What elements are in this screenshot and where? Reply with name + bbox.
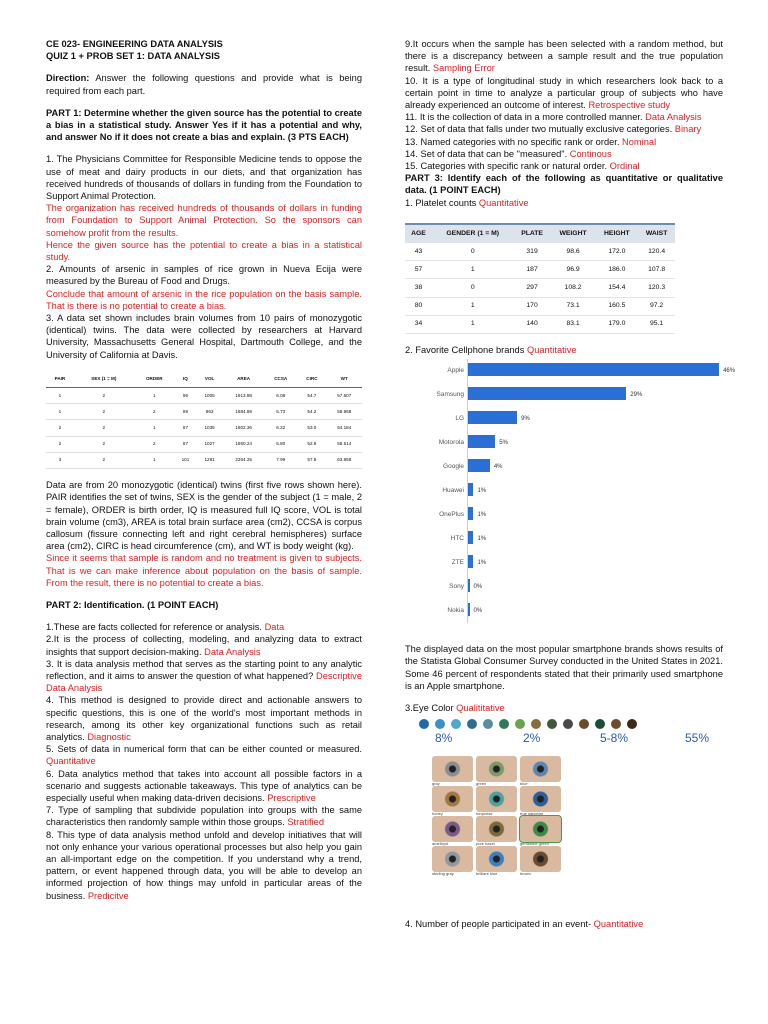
table-cell: 1005 <box>196 388 223 404</box>
part3-item3-answer: Qualititative <box>456 703 505 714</box>
part2-answer: Data Analysis <box>645 112 702 123</box>
part2-answer: Data <box>264 622 285 633</box>
eye-percent: 55% <box>685 731 710 746</box>
direction-text: Answer the following questions and provide what is being required from each part. <box>46 73 362 96</box>
table-row <box>405 243 675 261</box>
table-cell: 1 <box>46 404 74 420</box>
table-cell: 58.514 <box>327 436 363 452</box>
table-cell: 34 <box>405 315 432 333</box>
table-cell: 5.73 <box>264 404 297 420</box>
bar-row <box>438 435 758 448</box>
table-row <box>405 279 675 297</box>
eye-photo <box>520 816 561 847</box>
eye-photo-label: sterling gray <box>432 871 454 877</box>
table-cell: 154.4 <box>596 279 639 297</box>
bar-value-label: 0% <box>473 608 483 615</box>
table-cell: 1027 <box>196 436 223 452</box>
table-row <box>405 297 675 315</box>
bar-category-label: OnePlus <box>439 511 464 519</box>
part2-answer: Sampling Error <box>432 63 495 74</box>
bar-value-label: 1% <box>477 512 487 519</box>
table-cell: 96.9 <box>551 261 596 279</box>
table-row <box>46 436 362 452</box>
table-cell: 2 <box>74 404 134 420</box>
part2-item <box>46 658 362 695</box>
part3-item3 <box>405 702 723 714</box>
bar-value-label: 1% <box>477 560 487 567</box>
table-cell: 1902.36 <box>223 420 264 436</box>
table-cell: 58.968 <box>327 404 363 420</box>
table-header: VOL <box>196 371 223 388</box>
bar-category-label: HTC <box>450 535 464 543</box>
bar <box>468 483 473 496</box>
eye-photo-label: brilliant blue <box>476 871 498 877</box>
bar-row <box>449 579 758 592</box>
eye-color-dot <box>563 719 573 729</box>
part2-question: 11. It is the collection of data in a more controlled manner. <box>405 112 646 123</box>
table-cell: 1 <box>46 388 74 404</box>
table-cell: 57.8 <box>297 452 326 468</box>
eye-photo-label: true sapphire <box>520 811 544 817</box>
bar <box>468 531 473 544</box>
table-cell: 0 <box>432 279 514 297</box>
eye-photo-label: gemstone green <box>520 841 549 847</box>
left-column <box>46 38 362 902</box>
bar-row <box>455 411 758 424</box>
direction <box>46 72 362 96</box>
eye-color-swatches <box>405 718 737 730</box>
eye-percent: 5-8% <box>600 731 629 746</box>
part3-item1-answer: Quantitative <box>478 197 529 208</box>
eye-color-dot <box>515 719 525 729</box>
part2-question: 8. This type of data analysis method unfold and develop initiatives that will not only enhance your various operational processes but also help you gain an all-important edge on the competition. If you understand why a trend, pattern, or event happened through data, you will be able to develop an informed projection of how things may unfold in particular areas of the business. <box>46 829 362 901</box>
part2-item <box>405 136 723 148</box>
table-cell: 1 <box>432 261 514 279</box>
table-cell: 140 <box>514 315 551 333</box>
bar-category-label: Samsung <box>436 391 464 399</box>
part2-question: 3. It is data analysis method that serves as the starting point to any analytic reflection, and it aims to answer the question of what happened? <box>46 658 362 681</box>
part2-answer: Ordinal <box>609 161 640 172</box>
table-cell: 73.1 <box>551 297 596 315</box>
eye-photo-label: brown <box>520 871 531 877</box>
bar-value-label: 1% <box>477 488 487 495</box>
eye-photo <box>476 816 517 847</box>
table-cell: 2 <box>74 452 134 468</box>
eye-color-dot <box>499 719 509 729</box>
bar-category-label: LG <box>455 415 464 423</box>
eye-color-dot <box>419 719 429 729</box>
part1-q2: 2. Amounts of arsenic in samples of rice grown in Nueva Ecija were measured by the Bureau of Food and Drugs. <box>46 264 362 287</box>
part2-item <box>46 768 362 805</box>
eye-color-dot <box>611 719 621 729</box>
table-cell: 1281 <box>196 452 223 468</box>
table-cell: 1 <box>134 452 175 468</box>
part2-answer: Continous <box>569 148 612 159</box>
table-cell: 1 <box>134 420 175 436</box>
table-cell: 963 <box>196 404 223 420</box>
table-row <box>46 452 362 468</box>
bar-row <box>439 507 758 520</box>
eye-color-dot <box>547 719 557 729</box>
bar-value-label: 0% <box>473 584 483 591</box>
table-cell: 57.607 <box>327 388 363 404</box>
table-header: AGE <box>405 224 432 243</box>
eye-photo <box>520 786 561 817</box>
eye-photo <box>476 786 517 817</box>
table-header: CCSA <box>264 371 297 388</box>
part2-question: 4. This method is designed to provide direct and actionable answers to specific questions, this is one of the world's most important methods in research, among its other key organizational functions such as retail analytics. <box>46 695 362 742</box>
bar-row <box>450 531 758 544</box>
bar <box>468 459 490 472</box>
table-cell: 53.0 <box>297 420 326 436</box>
part2-item <box>405 123 723 135</box>
table-row <box>46 420 362 436</box>
part2-question: 5. Sets of data in numerical form that can be either counted or measured. <box>46 744 362 755</box>
part3-item2 <box>405 344 723 356</box>
eye-color-dot <box>531 719 541 729</box>
bar <box>468 603 470 616</box>
part2-item <box>46 633 362 657</box>
table-cell: 52.9 <box>297 436 326 452</box>
table-cell: 108.2 <box>551 279 596 297</box>
eye-photo <box>476 756 517 787</box>
eye-photo <box>432 756 473 787</box>
part1-heading: PART 1: Determine whether the given source has the potential to create a bias in a statistical study. Answer Yes if it has a potential and why, and answer No if it does not create a bias and explain. (3 PTS EACH) <box>46 107 362 143</box>
table-cell: 3 <box>46 452 74 468</box>
quiz-title: QUIZ 1 + PROB SET 1: DATA ANALYSIS <box>46 51 220 62</box>
table-cell: 80 <box>405 297 432 315</box>
table-header: CIRC <box>297 371 326 388</box>
table-row <box>46 404 362 420</box>
table-cell: 64.184 <box>327 420 363 436</box>
part2-answer: Prescriptive <box>267 792 316 803</box>
part3-item4-answer: Quantitative <box>593 919 644 930</box>
eye-photo-label: turquoise <box>476 811 493 817</box>
part1-a3: Since it seems that sample is random and no treatment is given to subjects. That is we can make inference about population on the basis of sample. From the result, there is no potential to create a bias. <box>46 553 362 588</box>
bar-value-label: 29% <box>630 392 643 399</box>
bar-row <box>442 483 758 496</box>
part2-question: 9.It occurs when the sample has been selected with a random method, but there is a discrepancy between a sample result and the true population result. <box>405 39 723 74</box>
eye-percent: 8% <box>435 731 453 746</box>
part2-item <box>405 160 723 172</box>
part3-heading: PART 3: Identify each of the following as quantitative or qualitative data. (1 POINT EACH) <box>405 173 723 196</box>
part1-a1b: Hence the given source has the potential to create a bias in a statistical study. <box>46 239 362 263</box>
part2-question: 15. Categories with specific rank or natural order. <box>405 161 610 172</box>
table-cell: 319 <box>514 243 551 261</box>
eye-photo <box>432 786 473 817</box>
part2-answer: Data Analysis <box>204 646 261 657</box>
table-cell: 1 <box>432 315 514 333</box>
table-cell: 2 <box>134 436 175 452</box>
part2-answer: Retrospective study <box>588 100 671 111</box>
eye-photo-label: amethyst <box>432 841 449 847</box>
part2-answer: Descriptive Data Analysis <box>46 670 362 694</box>
bar-category-label: Nokia <box>447 607 464 615</box>
table-cell: 87 <box>175 436 196 452</box>
table-cell: 2264.25 <box>223 452 264 468</box>
table-cell: 89 <box>175 404 196 420</box>
part3-item4-text: 4. Number of people participated in an event- <box>405 919 594 930</box>
eye-photo-label: pure hazel <box>476 841 495 847</box>
part2-question: 2.It is the process of collecting, modeling, and analyzing data to extract insights that support decision-making. <box>46 634 362 657</box>
eye-photo-label: blue <box>520 781 528 787</box>
bar-category-label: Huawei <box>442 487 464 495</box>
part2-question: 6. Data analytics method that takes into account all possible factors in a scenario and suggests actionable takeaways. This type of analytics can be especially useful when making data-driven decisions. <box>46 768 362 803</box>
table-cell: 7.99 <box>264 452 297 468</box>
part2-list-left <box>46 621 362 902</box>
part2-item <box>46 694 362 743</box>
part2-question: 7. Type of sampling that subdivide population into groups with the same characteristics then randomly sample within those groups. <box>46 805 362 828</box>
table-cell: 2 <box>134 404 175 420</box>
part2-question: 10. It is a type of longitudinal study in which researchers look back to a certain point in time to analyze a particular group of subjects who have already experienced an outcome of interest. <box>405 75 723 111</box>
brands-bar-chart <box>436 359 758 623</box>
table-header: HEIGHT <box>596 224 639 243</box>
table-cell: 0 <box>432 243 514 261</box>
twin-table <box>46 371 362 469</box>
table-cell: 5.80 <box>264 436 297 452</box>
course-title: CE 023- ENGINEERING DATA ANALYSIS <box>46 39 223 49</box>
table-cell: 120.4 <box>638 243 675 261</box>
bar-category-label: Apple <box>447 367 464 375</box>
table-cell: 187 <box>514 261 551 279</box>
table-cell: 95.1 <box>638 315 675 333</box>
eye-photo <box>520 846 561 877</box>
bar-category-label: ZTE <box>451 559 464 567</box>
part2-question: 12. Set of data that falls under two mutually exclusive categories. <box>405 124 675 135</box>
table-header: SEX (1 = M) <box>74 371 134 388</box>
bar-row <box>436 387 758 400</box>
part2-question: 14. Set of data that can be "measured". <box>405 148 570 159</box>
eye-color-dot <box>467 719 477 729</box>
table-cell: 107.8 <box>638 261 675 279</box>
table-cell: 87 <box>175 420 196 436</box>
table-row <box>405 261 675 279</box>
bar-value-label: 9% <box>521 416 530 423</box>
eye-photo <box>432 846 473 877</box>
part3-item1 <box>405 197 723 209</box>
platelet-table <box>405 223 675 334</box>
bar <box>468 435 495 448</box>
part1-a1a: The organization has received hundreds of thousands of dollars in funding from Foundation to Support Animal Protection. So the sponsors can somehow profit from the results. <box>46 203 362 238</box>
bar-value-label: 5% <box>499 440 508 447</box>
bar <box>468 387 626 400</box>
part3-item1-text: 1. Platelet counts <box>405 197 479 208</box>
eye-photo <box>432 816 473 847</box>
part2-item <box>46 743 362 767</box>
part2-question: 13. Named categories with no specific rank or order. <box>405 136 623 147</box>
bar-value-label: 4% <box>493 464 503 471</box>
eye-photo-grid <box>432 756 562 877</box>
table-cell: 54.2 <box>297 404 326 420</box>
table-cell: 297 <box>514 279 551 297</box>
part1-q3-note: Data are from 20 monozygotic (identical) twins (first five rows shown here). PAIR identifies the set of twins, SEX is the gender of the subject (1 = male, 2 = female), ORDER is birth order, IQ is measured full IQ score, VOL is total brain volume (cm3), AREA is total brain surface area (cm2), CCSA is corpus callosum (fissure connecting left and right cerebral hemispheres) surface area (cm2), CIRC is head circumference (cm), and WT is body weight (kg). <box>46 480 362 552</box>
table-cell: 172.0 <box>596 243 639 261</box>
table-cell: 38 <box>405 279 432 297</box>
bar <box>468 507 473 520</box>
table-header: PLATE <box>514 224 551 243</box>
table-cell: 170 <box>514 297 551 315</box>
part2-item <box>46 829 362 902</box>
table-cell: 186.0 <box>596 261 639 279</box>
part2-list-right <box>405 38 723 172</box>
bar-category-label: Google <box>443 463 464 471</box>
table-cell: 97.2 <box>638 297 675 315</box>
table-cell: 101 <box>175 452 196 468</box>
table-header: GENDER (1 = M) <box>432 224 514 243</box>
eye-photo-label: green <box>476 781 487 787</box>
part2-question: 1.These are facts collected for reference or analysis. <box>46 622 265 633</box>
table-cell: 1684.89 <box>223 404 264 420</box>
eye-photo-label: honey <box>432 811 443 817</box>
table-cell: 179.0 <box>596 315 639 333</box>
part3-item4 <box>405 918 723 930</box>
part2-answer: Diagnostic <box>87 731 131 742</box>
eye-color-dot <box>595 719 605 729</box>
eye-color-dot <box>579 719 589 729</box>
table-row <box>46 388 362 404</box>
table-cell: 2 <box>74 420 134 436</box>
table-cell: 2 <box>74 388 134 404</box>
part3-item2-answer: Quantitative <box>526 345 577 356</box>
bar-row <box>447 363 758 376</box>
bar-row <box>447 603 758 616</box>
part2-item <box>46 621 362 633</box>
part2-answer: Nominal <box>622 136 657 147</box>
table-header: ORDER <box>134 371 175 388</box>
eye-percent: 2% <box>523 731 541 746</box>
table-cell: 1860.24 <box>223 436 264 452</box>
direction-label: Direction: <box>46 73 90 84</box>
bar <box>468 555 473 568</box>
part2-item <box>46 804 362 828</box>
part3-item2-text: 2. Favorite Cellphone brands <box>405 345 527 356</box>
eye-color-dot <box>483 719 493 729</box>
eye-photo <box>520 756 561 787</box>
table-cell: 43 <box>405 243 432 261</box>
part2-answer: Binary <box>674 124 702 135</box>
bar-row <box>451 555 758 568</box>
table-header: WT <box>327 371 363 388</box>
table-cell: 6.22 <box>264 420 297 436</box>
part2-answer: Quantitative <box>46 756 96 767</box>
eye-color-dot <box>627 719 637 729</box>
eye-photo <box>476 846 517 877</box>
table-header: WEIGHT <box>551 224 596 243</box>
table-cell: 96 <box>175 388 196 404</box>
table-cell: 2 <box>74 436 134 452</box>
part1-q3: 3. A data set shown includes brain volumes from 10 pairs of monozygotic (identical) twins. The data were collected by researchers at Harvard University, Massachusetts General Hospital, Dartmouth College, and the University of California at Davis. <box>46 313 362 360</box>
table-cell: 54.7 <box>297 388 326 404</box>
bar-category-label: Motorola <box>438 439 464 447</box>
table-cell: 2 <box>46 420 74 436</box>
chart-caption: The displayed data on the most popular smartphone brands shows results of the Statista Global Consumer Survey conducted in the United States in 2021. Some 46 percent of respondents stated that their primarily used smartphone is an Apple smartphone. <box>405 644 723 691</box>
part2-item <box>405 75 723 112</box>
table-header: IQ <box>175 371 196 388</box>
table-header: WAIST <box>638 224 675 243</box>
eye-photo-label: gray <box>432 781 440 787</box>
part2-heading: PART 2: Identification. (1 POINT EACH) <box>46 599 219 610</box>
bar-row <box>443 459 758 472</box>
table-cell: 120.3 <box>638 279 675 297</box>
table-cell: 57 <box>405 261 432 279</box>
table-row <box>405 315 675 333</box>
table-header: PAIR <box>46 371 74 388</box>
part2-item <box>405 38 723 75</box>
table-cell: 63.958 <box>327 452 363 468</box>
table-cell: 1913.88 <box>223 388 264 404</box>
table-cell: 2 <box>46 436 74 452</box>
table-cell: 1 <box>134 388 175 404</box>
bar <box>468 363 719 376</box>
table-cell: 1035 <box>196 420 223 436</box>
bar-value-label: 1% <box>477 536 487 543</box>
part2-item <box>405 148 723 160</box>
bar-value-label: 46% <box>723 368 736 375</box>
right-column <box>405 38 736 930</box>
table-cell: 83.1 <box>551 315 596 333</box>
eye-color-dot <box>451 719 461 729</box>
part3-item3-text: 3.Eye Color <box>405 703 457 714</box>
bar <box>468 579 470 592</box>
part2-item <box>405 111 723 123</box>
table-cell: 1 <box>432 297 514 315</box>
eye-color-graphic <box>405 718 723 918</box>
table-cell: 6.08 <box>264 388 297 404</box>
part1-q1: 1. The Physicians Committee for Responsible Medicine tends to oppose the use of meat and dairy products in our diets, and that organization has received hundreds of thousands of dollars in funding from the Foundation to Support Animal Protection. <box>46 154 362 202</box>
bar <box>468 411 517 424</box>
table-header: AREA <box>223 371 264 388</box>
table-cell: 160.5 <box>596 297 639 315</box>
part2-answer: Stratified <box>287 817 325 828</box>
bar-category-label: Sony <box>449 583 464 591</box>
table-cell: 98.6 <box>551 243 596 261</box>
part2-answer: Predicitve <box>87 890 129 901</box>
eye-color-dot <box>435 719 445 729</box>
part1-a2: Conclude that amount of arsenic in the rice population on the basis sample. That is there is no potential to create a bias. <box>46 288 362 311</box>
